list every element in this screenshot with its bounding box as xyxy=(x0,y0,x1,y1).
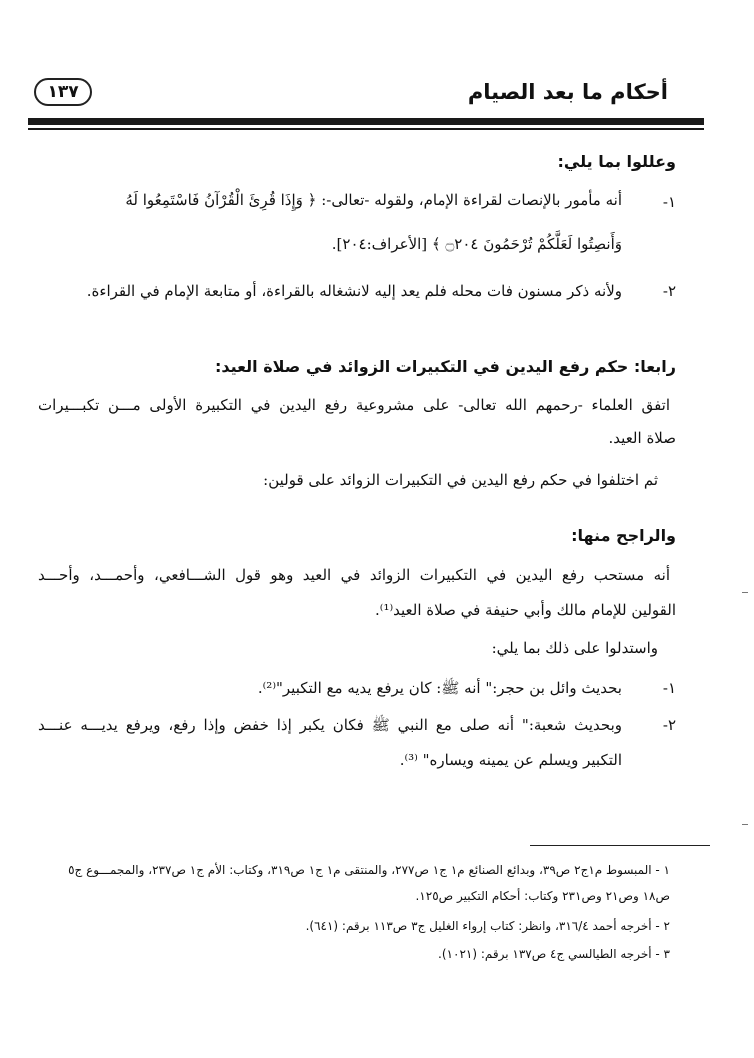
paragraph-line: ثم اختلفوا في حكم رفع اليدين في التكبيرات الزوائد على قولين: xyxy=(263,471,658,489)
paragraph-line: واستدلوا على ذلك بما يلي: xyxy=(491,639,658,657)
item-number: ٢- xyxy=(662,282,676,300)
paragraph-line: أنه مستحب رفع اليدين في التكبيرات الزوائد في العيد وهو قول الشـــافعي، وأحمـــد، وأحـــد xyxy=(38,566,670,584)
paragraph-line: وبحديث شعبة:" أنه صلى مع النبي ﷺ فكان يكبر إذا خفض وإذا رفع، ويرفع يديـــه عنـــد xyxy=(38,716,622,734)
paragraph-line: صلاة العيد. xyxy=(608,429,676,447)
margin-mark xyxy=(742,592,748,593)
section-heading: والراجح منها: xyxy=(571,526,676,545)
footnote-line: ٣ - أخرجه الطيالسي ج٤ ص١٣٧ برقم: (١٠٢١). xyxy=(438,947,670,961)
item-number: ١- xyxy=(662,193,676,211)
paragraph-line: القولين للإمام مالك وأبي حنيفة في صلاة العيد⁽¹⁾. xyxy=(375,601,676,619)
section-heading: رابعا: حكم رفع اليدين في التكبيرات الزوائد في صلاة العيد: xyxy=(214,357,676,376)
page-number: ١٣٧ xyxy=(34,78,92,106)
footnote-line: ٢ - أخرجه أحمد ٣١٦/٤، وانظر: كتاب إرواء الغليل ج٣ ص١١٣ برقم: (٦٤١). xyxy=(305,919,670,933)
item-number: ١- xyxy=(662,679,676,697)
section-heading: وعللوا بما يلي: xyxy=(557,152,676,171)
paragraph-line: بحديث وائل بن حجر:" أنه ﷺ: كان يرفع يديه مع التكبير"⁽²⁾. xyxy=(257,679,622,697)
paragraph-line: التكبير ويسلم عن يمينه ويساره" ⁽³⁾. xyxy=(399,751,622,769)
running-title: أحكام ما بعد الصيام xyxy=(467,80,668,104)
paragraph-line: وَأَنصِتُوا لَعَلَّكُمْ تُرْحَمُونَ ۝٢٠٤ ﴾ [الأعراف:٢٠٤]. xyxy=(331,235,622,253)
paragraph-line xyxy=(125,188,622,212)
header-rule-thick xyxy=(28,118,704,125)
margin-mark xyxy=(742,824,748,825)
footnote-rule xyxy=(530,845,710,846)
footnote-line: ص١٨ وص٢١ وص٢٣١ وكتاب: أحكام التكبير ص١٢٥. xyxy=(415,889,670,903)
footnote-line: ١ - المبسوط م١ج٢ ص٣٩، وبدائع الصنائع م١ ج١ ص٢٧٧، والمنتقى م١ ج١ ص٣١٩، وكتاب: الأم ج١ ص٢٣٧، والمجمـــوع ج٥ xyxy=(68,863,670,877)
item-number: ٢- xyxy=(662,716,676,734)
header-rule-thin xyxy=(28,128,704,130)
quran-verse-line: أنه مأمور بالإنصات لقراءة الإمام، ولقوله -تعالى-: ﴿ وَإِذَا قُرِئَ الْقُرْآنُ فَاسْتَمِعُوا لَهُ xyxy=(125,191,622,209)
paragraph-line: ولأنه ذكر مسنون فات محله فلم يعد إليه لانشغاله بالقراءة، أو متابعة الإمام في القراءة. xyxy=(86,282,622,300)
paragraph-line: اتفق العلماء -رحمهم الله تعالى- على مشروعية رفع اليدين في التكبيرة الأولى مـــن تكبـــيرات xyxy=(38,396,670,414)
